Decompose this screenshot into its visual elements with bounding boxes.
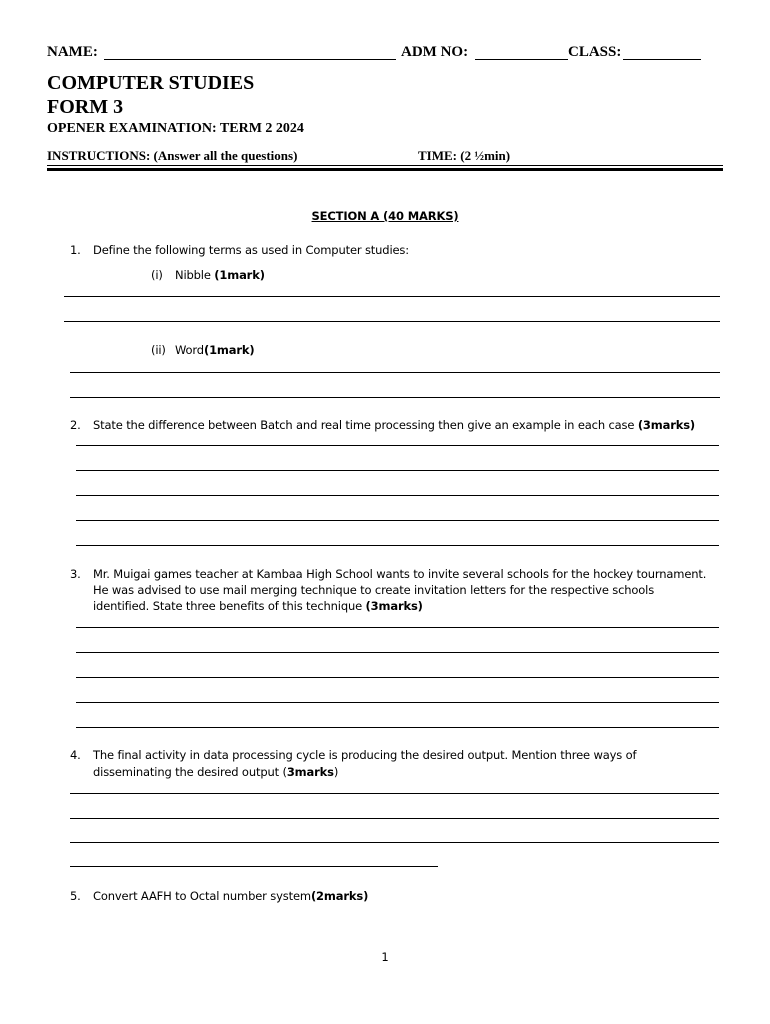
instructions: INSTRUCTIONS: (Answer all the questions) xyxy=(47,148,298,163)
question-number: 2. xyxy=(70,418,81,432)
part-i-text: Nibble (1mark) xyxy=(175,268,265,282)
answer-line[interactable] xyxy=(64,296,720,297)
answer-line[interactable] xyxy=(76,652,719,653)
answer-line[interactable] xyxy=(70,842,719,843)
part-label: (ii) xyxy=(151,343,166,357)
question-3-line3: identified. State three benefits of this technique (3marks) xyxy=(93,599,423,613)
answer-line[interactable] xyxy=(70,793,719,794)
question-5-text: Convert AAFH to Octal number system(2marks) xyxy=(93,889,369,903)
answer-line[interactable] xyxy=(76,545,719,546)
form-title: FORM 3 xyxy=(47,96,124,118)
question-3-line1: Mr. Muigai games teacher at Kambaa High School wants to invite several schools for the hockey tournament. xyxy=(93,567,707,581)
name-blank[interactable] xyxy=(104,59,396,60)
header-rule-thick xyxy=(47,168,723,171)
header-rule-thin xyxy=(47,165,723,166)
question-number: 3. xyxy=(70,567,81,581)
answer-line[interactable] xyxy=(76,470,719,471)
section-title: SECTION A (40 MARKS) xyxy=(311,209,459,223)
subject-title: COMPUTER STUDIES xyxy=(47,72,255,94)
question-4-line2: disseminating the desired output (3marks) xyxy=(93,765,339,779)
question-4-line1: The final activity in data processing cycle is producing the desired output. Mention three ways of xyxy=(93,748,637,762)
class-label: CLASS: xyxy=(568,44,622,60)
answer-line[interactable] xyxy=(76,445,719,446)
answer-line[interactable] xyxy=(70,866,438,867)
question-1-text: Define the following terms as used in Computer studies: xyxy=(93,243,409,257)
question-number: 1. xyxy=(70,243,81,257)
part-label: (i) xyxy=(151,268,163,282)
answer-line[interactable] xyxy=(76,495,719,496)
answer-line[interactable] xyxy=(70,397,720,398)
question-number: 5. xyxy=(70,889,81,903)
answer-line[interactable] xyxy=(64,321,720,322)
answer-line[interactable] xyxy=(76,702,719,703)
answer-line[interactable] xyxy=(76,520,719,521)
answer-line[interactable] xyxy=(76,727,719,728)
exam-title: OPENER EXAMINATION: TERM 2 2024 xyxy=(47,121,304,136)
part-ii-text: Word(1mark) xyxy=(175,343,255,357)
answer-line[interactable] xyxy=(76,627,719,628)
class-blank[interactable] xyxy=(623,59,701,60)
adm-label: ADM NO: xyxy=(401,44,469,60)
question-number: 4. xyxy=(70,748,81,762)
answer-line[interactable] xyxy=(70,818,719,819)
time-allowed: TIME: (2 ½min) xyxy=(418,148,511,163)
question-2-text: State the difference between Batch and real time processing then give an example in each case (3marks) xyxy=(93,418,696,432)
adm-blank[interactable] xyxy=(475,59,568,60)
page-number: 1 xyxy=(381,950,389,964)
answer-line[interactable] xyxy=(76,677,719,678)
answer-line[interactable] xyxy=(70,372,720,373)
question-3-line2: He was advised to use mail merging technique to create invitation letters for the respective schools xyxy=(93,583,655,597)
name-label: NAME: xyxy=(47,44,98,60)
